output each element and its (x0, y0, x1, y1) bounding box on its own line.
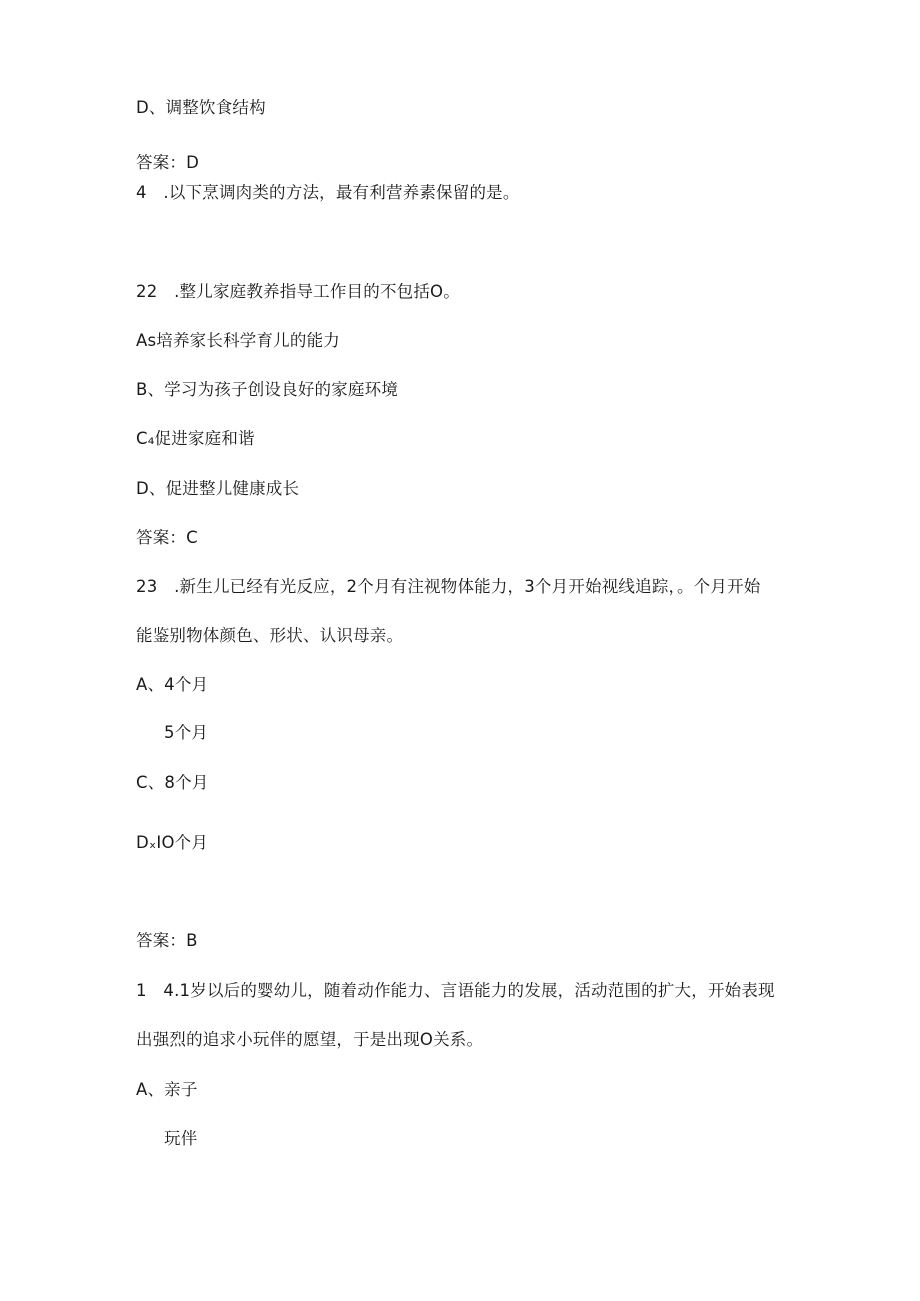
option-b-q23: 5个月 (164, 723, 209, 742)
answer-q3: 答案：D (136, 153, 200, 172)
option-a-q14: A、亲子 (136, 1080, 198, 1099)
question-23-line2: 能鉴别物体颜色、形状、认识母亲。 (136, 626, 404, 645)
option-a-q22: As培养家长科学育儿的能力 (136, 331, 340, 350)
option-c-q23: C、8个月 (136, 773, 209, 792)
question-4: 4 .以下烹调肉类的方法，最有利营养素保留的是。 (136, 183, 520, 202)
option-d-q3: D、调整饮食结构 (136, 98, 266, 117)
option-d-q22: D、促进整儿健康成长 (136, 479, 300, 498)
question-14-line1: 1 4.1岁以后的婴幼儿，随着动作能力、言语能力的发展，活动范围的扩大，开始表现 (136, 981, 775, 1000)
option-b-q14: 玩伴 (164, 1129, 198, 1148)
option-b-q22: B、学习为孩子创设良好的家庭环境 (136, 380, 399, 399)
answer-q22: 答案：C (136, 528, 198, 547)
option-c-q22: C₄促进家庭和谐 (136, 429, 255, 448)
question-23-line1: 23 .新生儿已经有光反应，2个月有注视物体能力，3个月开始视线追踪，。个月开始 (136, 577, 761, 596)
answer-q23: 答案：B (136, 931, 198, 950)
option-a-q23: A、4个月 (136, 675, 209, 694)
question-14-line2: 出强烈的追求小玩伴的愿望，于是出现O关系。 (136, 1030, 484, 1049)
option-d-q23: DₓIO个月 (136, 833, 209, 852)
question-22: 22 .整儿家庭教养指导工作目的不包括O。 (136, 282, 460, 301)
